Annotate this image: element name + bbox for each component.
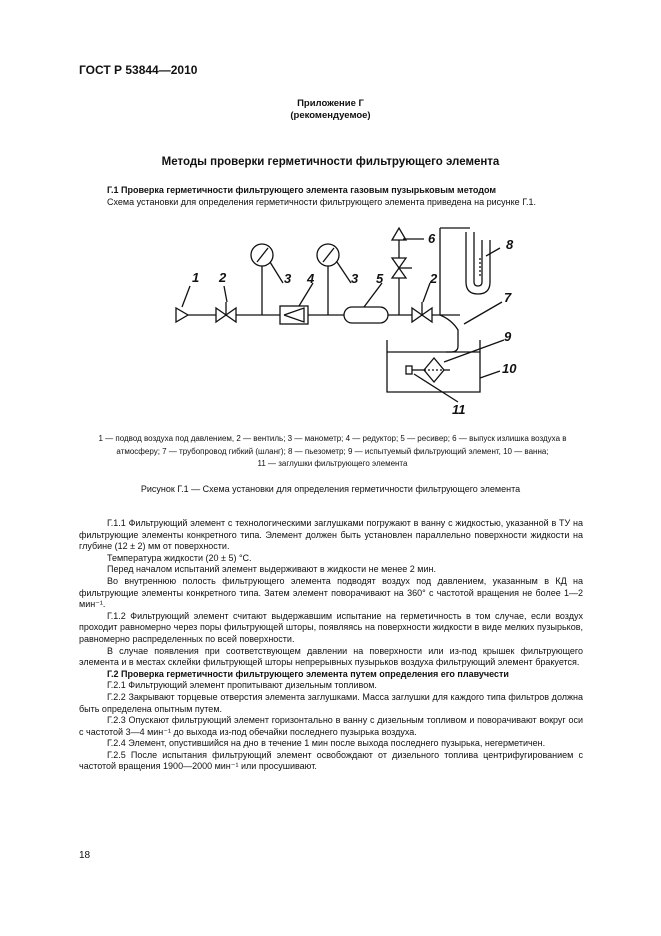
- setup-diagram: [0, 200, 661, 430]
- appendix-title: Приложение Г: [297, 98, 364, 109]
- label-6: 6: [428, 231, 436, 246]
- paragraph: Перед началом испытаний элемент выдерживают в жидкости не менее 2 мин.: [107, 564, 436, 575]
- paragraph: Г.2.4 Элемент, опустившийся на дно в течение 1 мин после выхода последнего пузырька, негерметичен.: [107, 738, 546, 749]
- figure-caption: Рисунок Г.1 — Схема установки для определения герметичности фильтрующего элемента: [140, 484, 521, 494]
- paragraph: Во внутреннюю полость фильтрующего элемента подводят воздух под давлением, указанным в КД на фильтрующие элементы конкретного типа. Затем элемент поворачивают на 360° с частотой вращения не более 1—2 мин⁻¹.: [79, 575, 583, 610]
- label-2-left: 2: [219, 270, 227, 285]
- label-8: 8: [506, 237, 514, 252]
- document-id: ГОСТ Р 53844—2010: [79, 63, 198, 77]
- label-2-right: 2: [430, 271, 438, 286]
- label-4: 4: [307, 271, 315, 286]
- appendix-note: (рекомендуемое): [290, 110, 371, 121]
- label-5: 5: [376, 271, 384, 286]
- paragraph: Г.2.5 После испытания фильтрующий элемент освобождают от дизельного топлива центрифугированием с частотой вращения 1900—2000 мин⁻¹ или просушивают.: [79, 749, 583, 772]
- figure-legend: [60, 433, 605, 471]
- paragraph: Температура жидкости (20 ± 5) °С.: [107, 552, 252, 563]
- paragraph: Г.1.1 Фильтрующий элемент с технологическими заглушками погружают в ванну с жидкостью, указанной в ТУ на фильтрующие элементы конкретного типа. Элемент должен быть установлен параллельно поверхности жидкости на глубине (12 ± 2) мм от поверхности.: [79, 518, 583, 552]
- paragraph: Г.2.1 Фильтрующий элемент пропитывают дизельным топливом.: [107, 680, 377, 691]
- label-1: 1: [192, 270, 200, 285]
- paragraph: Г.1.2 Фильтрующий элемент считают выдержавшим испытание на герметичность в том случае, если воздух проходит равномерно через поры фильтрующей шторы, появляясь на поверхности жидкости в виде мелких пузырьков, равномерно распределенных по всей поверхности.: [79, 610, 583, 644]
- section2-heading: Г.2 Проверка герметичности фильтрующего элемента путем определения его плавучести: [107, 668, 509, 679]
- section1-heading: Г.1 Проверка герметичности фильтрующего элемента газовым пузырьковым методом: [107, 185, 497, 195]
- main-title: Методы проверки герметичности фильтрующего элемента: [161, 156, 500, 168]
- section1-intro: Схема установки для определения герметичности фильтрующего элемента приведена на рисунке Г.1.: [107, 197, 536, 207]
- paragraph: В случае появления при соответствующем давлении на поверхности или из-под крышек фильтрующего элемента и в местах склейки фильтрующей шторы непрерывных пузырьков воздуха фильтрующий элемент бракуется.: [79, 645, 583, 668]
- legend-line: 1 — подвод воздуха под давлением, 2 — вентиль; 3 — манометр; 4 — редуктор; 5 — ресивер; 6 — выпуск излишка воздуха в: [98, 434, 567, 443]
- label-7: 7: [504, 290, 512, 305]
- paragraph: Г.2.3 Опускают фильтрующий элемент горизонтально в ванну с дизельным топливом и поворачивают вокруг оси с частотой 3—4 мин⁻¹ до выхода из-под обечайки последнего пузырька воздуха.: [79, 715, 583, 737]
- label-3-left: 3: [284, 271, 292, 286]
- legend-line: 11 — заглушки фильтрующего элемента: [257, 459, 408, 468]
- label-3-right: 3: [351, 271, 359, 286]
- label-11: 11: [452, 402, 466, 417]
- legend-line: атмосферу; 7 — трубопровод гибкий (шланг); 8 — пьезометр; 9 — испытуемый фильтрующий элемент, 10 — ванна;: [116, 446, 549, 456]
- label-10: 10: [502, 361, 517, 376]
- paragraph: Г.2.2 Закрывают торцевые отверстия элемента заглушками. Масса заглушки для каждого типа фильтров должна быть определена опытным путем.: [79, 691, 583, 714]
- label-9: 9: [504, 329, 512, 344]
- document-body: [79, 518, 583, 773]
- page-number: 18: [79, 850, 91, 861]
